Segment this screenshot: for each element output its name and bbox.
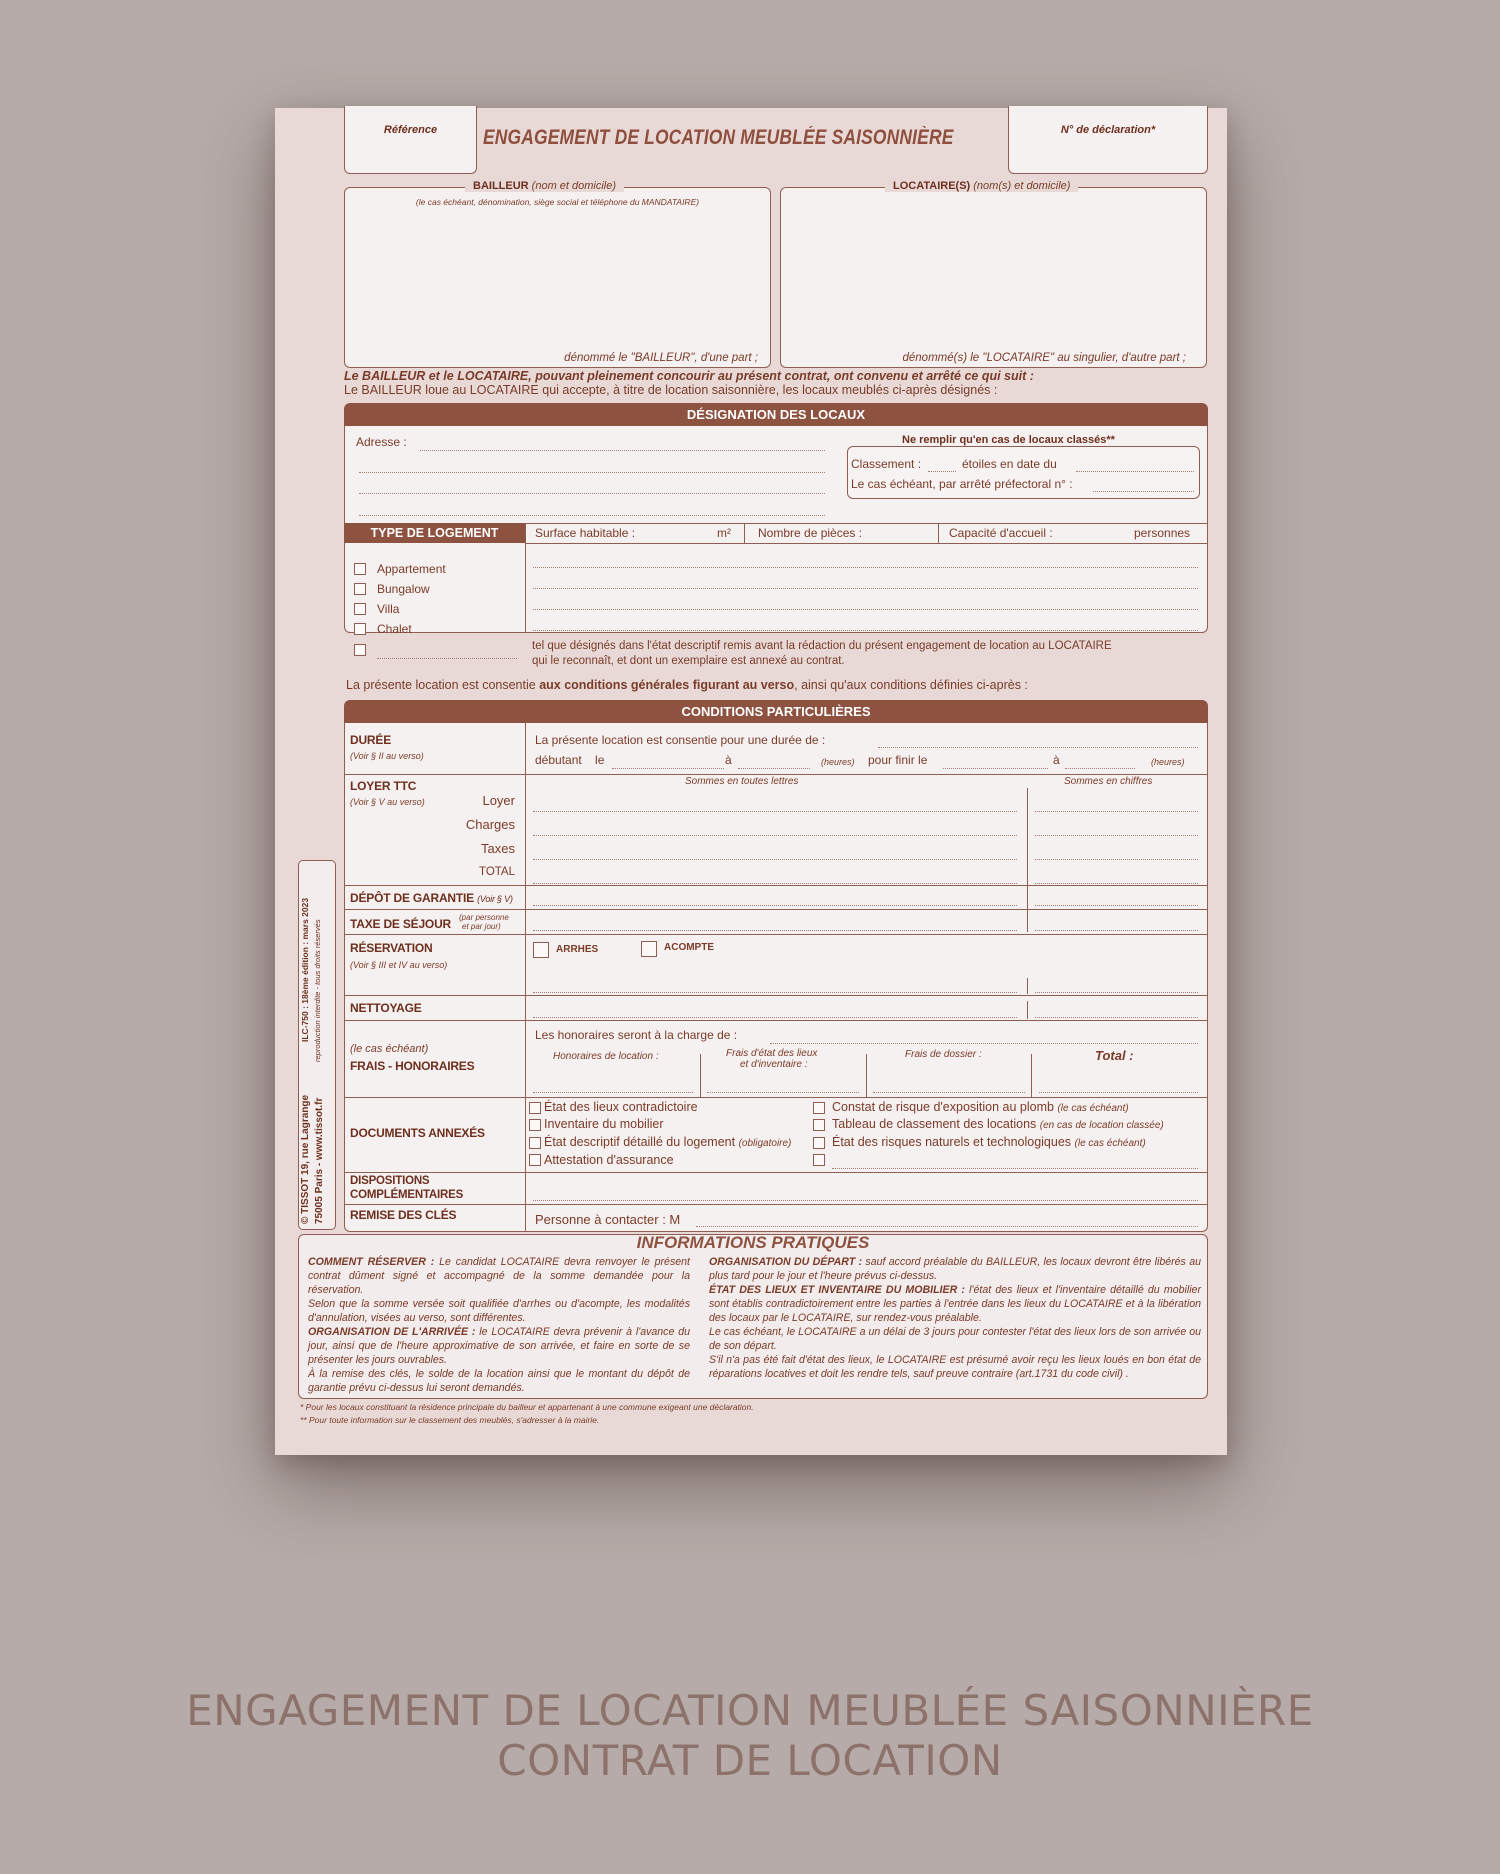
capacite-unit: personnes [1134, 526, 1191, 540]
doc-etat-lieux-label: État des lieux contradictoire [544, 1100, 698, 1114]
doc-risques-note: (le cas échéant) [1074, 1138, 1146, 1149]
fin-heures-label: (heures) [1151, 757, 1185, 767]
loyer-item-taxes: Taxes [481, 841, 515, 856]
info-right-p1-head: ORGANISATION DU DÉPART : [709, 1256, 863, 1268]
surface-divider [744, 523, 745, 543]
hon-location-field[interactable] [533, 1092, 693, 1093]
pour-finir-label: pour finir le [868, 753, 928, 767]
info-left-p3-text: le LOCATAIRE devra prévenir à l'avance du jour, ainsi que de l'heure approximative de son arrivée, et faire en sorte de se présenter les jours ouvrables. [308, 1326, 690, 1366]
address-line-3[interactable] [359, 493, 825, 494]
reference-box[interactable] [344, 106, 477, 174]
doc-plomb-label [832, 1100, 1129, 1114]
info-right-column [709, 1255, 1201, 1381]
loyer-lettres-2[interactable] [533, 835, 1017, 836]
doc-descriptif-text: État descriptif détaillé du logement [544, 1135, 736, 1149]
hon-etat-label-1: Frais d'état des lieux [726, 1048, 818, 1059]
info-left-p4-text: À la remise des clés, le solde de la location ainsi que le montant du dépôt de garantie prévu ci-dessus lui seront demandés. [308, 1368, 690, 1394]
doc-plomb-checkbox[interactable] [813, 1102, 825, 1114]
classement-stars-field[interactable] [928, 471, 956, 472]
hon-dossier-label: Frais de dossier : [905, 1049, 982, 1060]
surface-label: Surface habitable : [535, 526, 636, 540]
dispositions-label-2: COMPLÉMENTAIRES [350, 1189, 464, 1201]
row-divider-taxe [344, 934, 1208, 935]
hon-total-label: Total : [1095, 1048, 1134, 1063]
locataire-label: LOCATAIRE(S) [893, 180, 971, 192]
row-divider-nettoyage [344, 1020, 1208, 1021]
dispositions-field[interactable] [533, 1200, 1198, 1201]
info-right-p3-text: Le cas échéant, le LOCATAIRE a un délai de 3 jours pour contester l'état des lieux lors de son arrivée ou de son départ. [709, 1326, 1201, 1352]
loyer-label: LOYER TTC [350, 779, 417, 793]
particulieres-col-divider [525, 723, 526, 1232]
info-left-p3-head: ORGANISATION DE L'ARRIVÉE : [308, 1326, 476, 1338]
loyer-chiffres-2[interactable] [1035, 835, 1198, 836]
loyer-item-charges: Charges [465, 817, 515, 832]
bailleur-note: (le cas échéant, dénomination, siège social et téléphone du MANDATAIRE) [415, 197, 700, 207]
info-left-p4 [308, 1367, 690, 1395]
doc-classement-label [832, 1117, 1164, 1131]
footnote-1: * Pour les locaux constituant la résidence principale du bailleur et appartenant à une commune exigeant une déclaration. [300, 1402, 754, 1412]
loyer-chiffres-1[interactable] [1035, 811, 1198, 812]
debutant-label: débutant le [535, 753, 605, 767]
villa-checkbox[interactable] [354, 603, 366, 615]
nettoyage-lettres-field[interactable] [533, 1017, 1017, 1018]
loyer-item-total: TOTAL [479, 866, 515, 878]
doc-assurance-checkbox[interactable] [529, 1154, 541, 1166]
docs-label: DOCUMENTS ANNEXÉS [350, 1126, 485, 1140]
classes-title: Ne remplir qu'en cas de locaux classés** [896, 434, 1121, 446]
chiffres-label: Sommes en chiffres [1064, 776, 1153, 787]
imprint-line-3: ILC-750 : 18ème édition : mars 2023 [300, 897, 310, 1042]
reservation-divider [1027, 978, 1028, 994]
particulieres-body [344, 723, 1208, 1232]
caption-line-1: ENGAGEMENT DE LOCATION MEUBLÉE SAISONNIÈRE [186, 1686, 1314, 1735]
depot-lettres-field[interactable] [533, 905, 1017, 906]
declaration-label: N° de déclaration* [1060, 124, 1156, 136]
bungalow-label: Bungalow [377, 582, 430, 596]
contact-label: Personne à contacter : M [535, 1212, 681, 1227]
logement-desc-line-4[interactable] [533, 630, 1198, 631]
conditions-line-a: La présente location est consentie [346, 678, 540, 692]
acompte-checkbox[interactable] [641, 941, 657, 957]
info-right-p2-text: l'état des lieux et l'inventaire détaillé du mobilier sont établis contradictoirement entre les parties à l'entrée dans les lieux du LOCATAIRE et à la libération des locaux par le LOCATAIRE, sur rendez-vous préalable. [709, 1284, 1201, 1324]
bailleur-label: BAILLEUR [473, 180, 529, 192]
info-left-column [308, 1255, 690, 1395]
surface-unit: m² [717, 526, 731, 540]
info-left-p2-text: Selon que la somme versée soit qualifiée d'arrhes ou d'acompte, les modalités d'annulation, visées au verso, sont différentes. [308, 1298, 690, 1324]
logement-col-divider [525, 523, 526, 633]
honoraires-field[interactable] [770, 1043, 1198, 1044]
arrhes-checkbox[interactable] [533, 942, 549, 958]
row-divider-depot [344, 909, 1208, 910]
info-title: INFORMATIONS PRATIQUES [636, 1233, 870, 1252]
logement-desc-text-2: qui le reconnaît, et dont un exemplaire est annexé au contrat. [532, 655, 845, 667]
appartement-checkbox[interactable] [354, 563, 366, 575]
other-type-field[interactable] [377, 658, 517, 659]
logement-header: TYPE DE LOGEMENT [344, 523, 525, 543]
footnote-2: ** Pour toute information sur le classement des meublés, s'adresser à la mairie. [300, 1415, 600, 1425]
dispositions-label-1: DISPOSITIONS [350, 1175, 430, 1187]
doc-classement-note: (en cas de location classée) [1039, 1120, 1164, 1131]
locataire-heading [885, 180, 1078, 192]
arrhes-label: ARRHES [556, 944, 599, 955]
bailleur-heading [465, 180, 624, 192]
address-line-4[interactable] [359, 515, 825, 516]
locataire-footer: dénommé(s) le "LOCATAIRE" au singulier, d'autre part ; [902, 352, 1186, 364]
honoraires-line: Les honoraires seront à la charge de : [535, 1028, 738, 1042]
duree-line-1: La présente location est consentie pour une durée de : [535, 733, 826, 747]
doc-risques-checkbox[interactable] [813, 1137, 825, 1149]
frais-col-2 [866, 1054, 867, 1097]
designation-header: DÉSIGNATION DES LOCAUX [344, 403, 1208, 426]
caption-line-2: CONTRAT DE LOCATION [497, 1736, 1003, 1785]
arrete-field[interactable] [1093, 491, 1194, 492]
info-right-p4-text: S'il n'a pas été fait d'état des lieux, le LOCATAIRE est présumé avoir reçu les lieux loués en bon état de réparations locatives et doit les rendre tels, sauf preuve contraire (art.1731 du code civil) . [709, 1354, 1201, 1380]
duree-field[interactable] [878, 747, 1198, 748]
info-right-p1-text: sauf accord préalable du BAILLEUR, les locaux devront être libérés au plus tard pour le jour et l'heure prévus ci-dessus. [709, 1256, 1201, 1282]
doc-etat-lieux-checkbox[interactable] [529, 1102, 541, 1114]
imprint-line-1: © TISSOT 19, rue Lagrange [300, 1094, 311, 1224]
doc-risques-label [832, 1135, 1146, 1149]
appartement-label: Appartement [377, 562, 446, 576]
conditions-line-c: , ainsi qu'aux conditions définies ci-après : [794, 678, 1028, 692]
frais-label: FRAIS - HONORAIRES [350, 1059, 475, 1073]
fin-a-label: à [1053, 753, 1060, 767]
info-right-p3 [709, 1325, 1201, 1353]
reference-label: Référence [383, 124, 438, 136]
info-left-p1-head: COMMENT RÉSERVER : [308, 1256, 435, 1268]
form-document [275, 108, 1227, 1455]
info-box [298, 1234, 1208, 1399]
loyer-item-loyer: Loyer [482, 793, 515, 808]
loyer-sub: (Voir § V au verso) [350, 797, 425, 807]
etoiles-label: étoiles en date du [962, 457, 1057, 471]
contact-field[interactable] [696, 1226, 1198, 1227]
row-divider-frais [344, 1097, 1208, 1098]
doc-classement-checkbox[interactable] [813, 1119, 825, 1131]
form-title: ENGAGEMENT DE LOCATION MEUBLÉE SAISONNIÈRE [483, 126, 954, 149]
taxe-divider [1027, 914, 1028, 932]
bailleur-footer: dénommé le "BAILLEUR", d'une part ; [564, 352, 758, 364]
taxe-lettres-field[interactable] [533, 930, 1017, 931]
logement-desc-line-1[interactable] [533, 567, 1198, 568]
info-right-p2 [709, 1283, 1201, 1325]
arrete-label: Le cas échéant, par arrêté préfectoral n° : [851, 477, 1073, 491]
loyer-lettres-1[interactable] [533, 811, 1017, 812]
depot-label [350, 891, 513, 905]
reservation-lettres-field[interactable] [533, 992, 1017, 993]
fin-heure-field[interactable] [1065, 768, 1135, 769]
duree-label: DURÉE [350, 733, 392, 747]
bungalow-checkbox[interactable] [354, 583, 366, 595]
depot-label-text: DÉPÔT DE GARANTIE [350, 891, 474, 905]
intro-line-1: Le BAILLEUR et le LOCATAIRE, pouvant pleinement concourir au présent contrat, ont convenu et arrêté ce qui suit : [344, 369, 1034, 383]
loyer-lettres-3[interactable] [533, 859, 1017, 860]
doc-other-checkbox[interactable] [813, 1154, 825, 1166]
frais-sub: (le cas échéant) [350, 1043, 429, 1055]
imprint-line-4: reproduction interdite - tous droits réservés [313, 919, 322, 1062]
info-left-p1 [308, 1255, 690, 1297]
row-divider-duree [344, 774, 1208, 775]
logement-divider [525, 523, 1208, 524]
pieces-divider [938, 523, 939, 543]
hon-dossier-field[interactable] [873, 1092, 1025, 1093]
info-left-p1-text: Le candidat LOCATAIRE devra renvoyer le présent contrat dûment signé et accompagné de la somme demandée pour la réservation. [308, 1256, 690, 1296]
hon-location-label: Honoraires de location : [553, 1051, 659, 1062]
address-label: Adresse : [356, 435, 407, 449]
doc-inventaire-checkbox[interactable] [529, 1119, 541, 1131]
bailleur-box[interactable] [344, 187, 771, 368]
pieces-label: Nombre de pièces : [758, 526, 863, 540]
capacite-label: Capacité d'accueil : [949, 526, 1053, 540]
row-divider-loyer [344, 885, 1208, 886]
classement-label: Classement : [851, 457, 922, 471]
fin-date-field[interactable] [943, 768, 1048, 769]
depot-sub: (Voir § V) [477, 894, 513, 904]
reservation-chiffres-field[interactable] [1035, 992, 1198, 993]
classement-date-field[interactable] [1076, 471, 1194, 472]
doc-assurance-label: Attestation d'assurance [544, 1153, 674, 1167]
chalet-label: Chalet [377, 622, 412, 636]
address-line-2[interactable] [359, 472, 825, 473]
frais-col-3 [1031, 1054, 1032, 1097]
doc-descriptif-note: (obligatoire) [738, 1138, 792, 1149]
info-right-p1 [709, 1255, 1201, 1283]
debut-heure-field[interactable] [738, 768, 810, 769]
reservation-sub: (Voir § III et IV au verso) [350, 960, 448, 970]
loyer-chiffres-3[interactable] [1035, 859, 1198, 860]
taxe-sub-2: et par jour) [462, 922, 501, 931]
hon-etat-field[interactable] [707, 1092, 859, 1093]
frais-col-1 [700, 1054, 701, 1097]
nettoyage-divider [1027, 1001, 1028, 1019]
locataire-box[interactable] [780, 187, 1207, 368]
debut-a-label: à [725, 753, 732, 767]
declaration-box[interactable] [1008, 106, 1208, 174]
doc-descriptif-label [544, 1135, 791, 1149]
debut-date-field[interactable] [612, 768, 724, 769]
lettres-label: Sommes en toutes lettres [685, 776, 799, 787]
nettoyage-label: NETTOYAGE [350, 1001, 422, 1015]
taxe-label: TAXE DE SÉJOUR [350, 917, 451, 931]
loyer-chiffres-4[interactable] [1035, 883, 1198, 884]
bailleur-label-suffix: (nom et domicile) [531, 180, 617, 192]
depot-chiffres-field[interactable] [1035, 905, 1198, 906]
taxe-chiffres-field[interactable] [1035, 930, 1198, 931]
doc-inventaire-label: Inventaire du mobilier [544, 1117, 664, 1131]
debut-heures-label: (heures) [821, 757, 855, 767]
chalet-checkbox[interactable] [354, 623, 366, 635]
doc-other-field[interactable] [832, 1168, 1198, 1169]
duree-sub: (Voir § II au verso) [350, 751, 424, 761]
row-divider-docs [344, 1172, 1208, 1173]
locataire-label-suffix: (nom(s) et domicile) [973, 180, 1071, 192]
other-type-checkbox[interactable] [354, 644, 366, 656]
row-divider-reservation [344, 995, 1208, 996]
logement-desc-line-2[interactable] [533, 588, 1198, 589]
conditions-line-b: aux conditions générales figurant au verso [539, 678, 795, 692]
reservation-label: RÉSERVATION [350, 941, 433, 955]
taxe-sub-1: (par personne [459, 913, 509, 922]
remise-label: REMISE DES CLÉS [350, 1208, 457, 1222]
villa-label: Villa [377, 602, 400, 616]
info-right-p4 [709, 1353, 1201, 1381]
depot-divider [1027, 890, 1028, 907]
doc-descriptif-checkbox[interactable] [529, 1137, 541, 1149]
conditions-line [346, 678, 1028, 692]
doc-risques-text: État des risques naturels et technologiques [832, 1135, 1072, 1149]
info-left-p2 [308, 1297, 690, 1325]
doc-plomb-note: (le cas échéant) [1057, 1103, 1129, 1114]
info-right-p2-head: ÉTAT DES LIEUX ET INVENTAIRE DU MOBILIER : [709, 1284, 965, 1296]
intro-line-2: Le BAILLEUR loue au LOCATAIRE qui accepte, à titre de location saisonnière, les locaux meublés ci-après désignés : [344, 383, 998, 397]
loyer-lettres-4[interactable] [533, 883, 1017, 884]
logement-divider-2 [525, 543, 1208, 544]
info-left-p3 [308, 1325, 690, 1367]
row-divider-dispositions [344, 1204, 1208, 1205]
hon-etat-label-2: et d'inventaire : [740, 1059, 808, 1070]
address-line-1[interactable] [420, 450, 825, 451]
doc-plomb-text: Constat de risque d'exposition au plomb [832, 1100, 1054, 1114]
hon-total-field[interactable] [1039, 1092, 1198, 1093]
nettoyage-chiffres-field[interactable] [1035, 1017, 1198, 1018]
particulieres-header: CONDITIONS PARTICULIÈRES [344, 700, 1208, 723]
acompte-label: ACOMPTE [664, 942, 714, 953]
logement-desc-line-3[interactable] [533, 609, 1198, 610]
logement-desc-text-1: tel que désignés dans l'état descriptif remis avant la rédaction du présent engagement de location au LOCATAIRE [532, 640, 1112, 652]
doc-classement-text: Tableau de classement des locations [832, 1117, 1037, 1131]
imprint-line-2: 75005 Paris - www.tissot.fr [314, 1097, 325, 1224]
